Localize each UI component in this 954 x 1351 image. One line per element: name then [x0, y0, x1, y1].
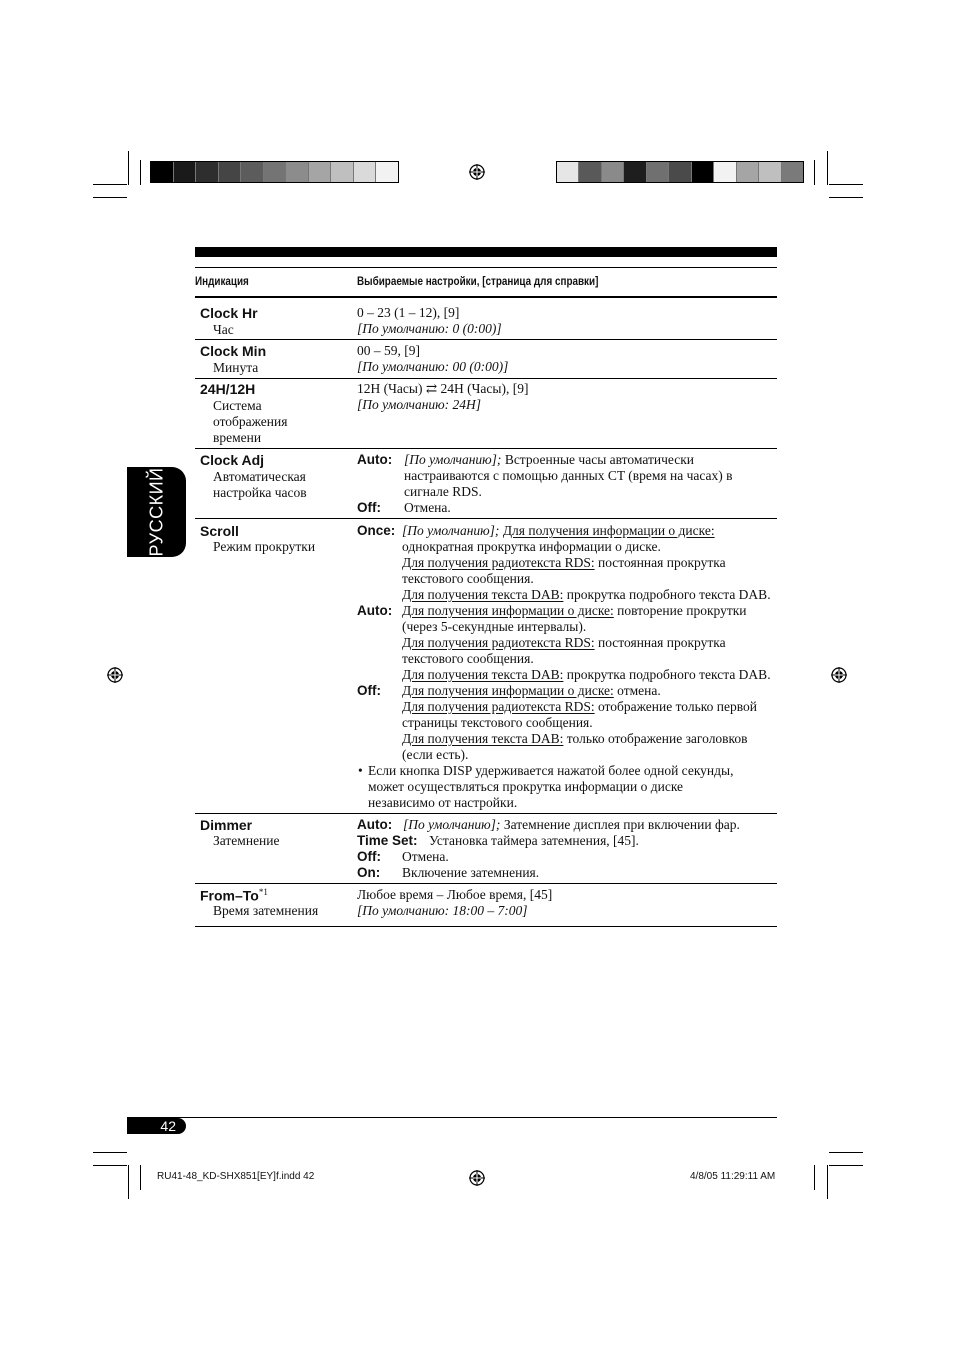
option-label-off: Off: — [357, 849, 381, 864]
row-subtitle: Час — [213, 322, 234, 337]
option-label-off: Off: — [357, 683, 381, 698]
divider — [195, 813, 777, 814]
setting-default: [По умолчанию: 24H] — [357, 397, 482, 412]
table-row-clock-hr — [195, 305, 777, 339]
registration-target-icon — [469, 164, 485, 180]
option-text: текстового сообщения. — [402, 651, 534, 666]
rds-heading: Для получения радиотекста RDS: — [402, 635, 595, 650]
row-title — [200, 887, 268, 904]
calibration-swatch — [692, 162, 714, 182]
option-text — [404, 452, 694, 468]
option-text: Установка таймера затемнения, [45]. — [429, 833, 639, 848]
row-title: Clock Min — [200, 343, 267, 359]
row-subtitle: времени — [213, 430, 262, 445]
default-marker: [По умолчанию]; — [402, 523, 500, 538]
row-subtitle: Время затемнения — [213, 903, 319, 918]
divider — [195, 296, 777, 298]
default-marker: [По умолчанию]; — [404, 452, 502, 467]
option-label-time-set: Time Set: — [357, 833, 418, 848]
disc-info-heading: Для получения информации о диске: — [502, 523, 715, 538]
calibration-swatch — [219, 162, 242, 182]
calibration-swatch — [174, 162, 197, 182]
option-text: страницы текстового сообщения. — [402, 715, 593, 730]
option-text — [402, 683, 661, 699]
registration-target-icon — [831, 667, 847, 683]
option-description: отмена. — [613, 683, 661, 698]
table-row-clock-adj — [195, 452, 777, 518]
rds-heading: Для получения радиотекста RDS: — [402, 555, 595, 570]
option-label-off: Off: — [357, 500, 381, 515]
option-text — [402, 731, 748, 747]
option-description: Затемнение дисплея при включении фар. — [500, 817, 740, 832]
option-text: текстового сообщения. — [402, 571, 534, 586]
table-row-clock-min — [195, 343, 777, 377]
slug-datetime: 4/8/05 11:29:11 AM — [690, 1171, 776, 1182]
option-description: постоянная прокрутка — [594, 635, 726, 650]
option-description: повторение прокрутки — [613, 603, 747, 618]
dab-heading: Для получения текста DAB: — [402, 587, 564, 602]
table-row-dimmer — [195, 817, 777, 881]
toggle-arrows-icon: ⇄ — [425, 381, 438, 396]
option-12h: 12H (Часы) — [357, 381, 426, 396]
option-text — [402, 555, 726, 571]
row-title: Scroll — [200, 523, 239, 539]
slug-filename: RU41-48_KD-SHX851[EY]f.indd 42 — [157, 1171, 315, 1182]
option-description: прокрутка подробного текста DAB. — [563, 667, 771, 682]
calibration-swatch — [759, 162, 781, 182]
calibration-bar-right — [556, 161, 804, 183]
calibration-swatch — [737, 162, 759, 182]
row-subtitle: Автоматическая — [213, 469, 306, 484]
divider — [195, 267, 777, 268]
row-subtitle: Затемнение — [213, 833, 280, 848]
page-number: 42 — [160, 1118, 176, 1134]
row-title: Dimmer — [200, 817, 253, 833]
option-text — [402, 635, 726, 651]
row-subtitle: Минута — [213, 360, 259, 375]
setting-range: Любое время – Любое время, [45] — [357, 887, 553, 902]
row-title-text: From–To — [200, 887, 259, 904]
row-subtitle: настройка часов — [213, 485, 307, 500]
disc-info-heading: Для получения информации о диске: — [402, 683, 614, 698]
bullet-icon: • — [358, 763, 363, 778]
option-label-auto: Auto: — [357, 603, 393, 618]
calibration-swatch — [264, 162, 287, 182]
calibration-swatch — [196, 162, 219, 182]
calibration-swatch — [309, 162, 332, 182]
calibration-swatch — [557, 162, 579, 182]
row-subtitle: Режим прокрутки — [213, 539, 316, 554]
option-text: сигнале RDS. — [404, 484, 482, 499]
calibration-swatch — [331, 162, 354, 182]
calibration-swatch — [376, 162, 398, 182]
language-tab-label: РУССКИЙ — [146, 467, 166, 557]
column-header-indication: Индикация — [195, 276, 249, 288]
note-text: может осуществляться прокрутка информации о диске — [368, 779, 684, 794]
row-title: Clock Adj — [200, 452, 265, 468]
option-24h: 24H (Часы), [9] — [437, 381, 529, 396]
option-description: прокрутка подробного текста DAB. — [563, 587, 771, 602]
row-subtitle: Система — [213, 398, 262, 413]
rds-heading: Для получения радиотекста RDS: — [402, 699, 595, 714]
calibration-swatch — [286, 162, 309, 182]
registration-target-icon — [107, 667, 123, 683]
option-text: Отмена. — [404, 500, 451, 515]
calibration-swatch — [647, 162, 669, 182]
header-bar — [195, 247, 777, 257]
table-row-scroll — [195, 523, 777, 811]
option-text: Отмена. — [402, 849, 449, 864]
note-text: независимо от настройки. — [368, 795, 518, 810]
calibration-swatch — [624, 162, 646, 182]
option-description: только отображение заголовков — [563, 731, 748, 746]
row-subtitle: отображения — [213, 414, 288, 429]
setting-default: [По умолчанию: 00 (0:00)] — [357, 359, 509, 374]
footnote-marker: *1 — [258, 887, 268, 897]
registration-target-icon — [469, 1170, 485, 1186]
setting-default: [По умолчанию: 18:00 – 7:00] — [357, 903, 528, 918]
option-label-on: On: — [357, 865, 381, 880]
option-description: постоянная прокрутка — [594, 555, 726, 570]
divider — [195, 518, 777, 519]
footer-divider — [127, 1117, 777, 1118]
calibration-bar-left — [150, 161, 399, 183]
calibration-swatch — [714, 162, 736, 182]
column-header-settings: Выбираемые настройки, [страница для справки] — [357, 276, 599, 288]
option-label-auto: Auto: — [357, 452, 393, 467]
option-label-auto: Auto: — [357, 817, 393, 832]
dab-heading: Для получения текста DAB: — [402, 731, 564, 746]
option-description: Встроенные часы автоматически — [501, 452, 694, 467]
option-text — [402, 603, 747, 619]
default-marker: [По умолчанию]; — [403, 817, 501, 832]
divider — [195, 378, 777, 379]
calibration-swatch — [354, 162, 377, 182]
table-row-from-to — [195, 887, 777, 923]
page-number-badge — [127, 1118, 186, 1134]
option-description: отображение только первой — [594, 699, 757, 714]
table-row-24h-12h — [195, 381, 777, 447]
row-title: Clock Hr — [200, 305, 258, 321]
divider — [195, 448, 777, 449]
calibration-swatch — [151, 162, 174, 182]
option-text — [402, 587, 771, 603]
calibration-swatch — [241, 162, 264, 182]
option-text: Включение затемнения. — [402, 865, 540, 880]
option-text: (если есть). — [402, 747, 469, 762]
setting-range: 0 – 23 (1 – 12), [9] — [357, 305, 460, 320]
calibration-swatch — [782, 162, 803, 182]
language-tab — [127, 467, 186, 557]
divider — [195, 883, 777, 884]
setting-default: [По умолчанию: 0 (0:00)] — [357, 321, 502, 336]
option-text — [402, 667, 771, 683]
option-text: (через 5-секундные интервалы). — [402, 619, 587, 634]
divider — [195, 926, 777, 927]
option-text: настраиваются с помощью данных CT (время на часах) в — [404, 468, 733, 483]
option-text — [402, 699, 757, 715]
calibration-swatch — [669, 162, 691, 182]
setting-options — [357, 381, 528, 397]
option-text — [402, 523, 715, 539]
divider — [195, 339, 777, 340]
option-text: однократная прокрутка информации о диске. — [402, 539, 661, 554]
dab-heading: Для получения текста DAB: — [402, 667, 564, 682]
calibration-swatch — [579, 162, 601, 182]
setting-range: 00 – 59, [9] — [357, 343, 420, 358]
option-label-once: Once: — [357, 523, 396, 538]
disc-info-heading: Для получения информации о диске: — [402, 603, 614, 618]
option-text — [403, 817, 740, 833]
note-text: Если кнопка DISP удерживается нажатой более одной секунды, — [368, 763, 734, 778]
calibration-swatch — [602, 162, 624, 182]
row-title: 24H/12H — [200, 381, 256, 397]
